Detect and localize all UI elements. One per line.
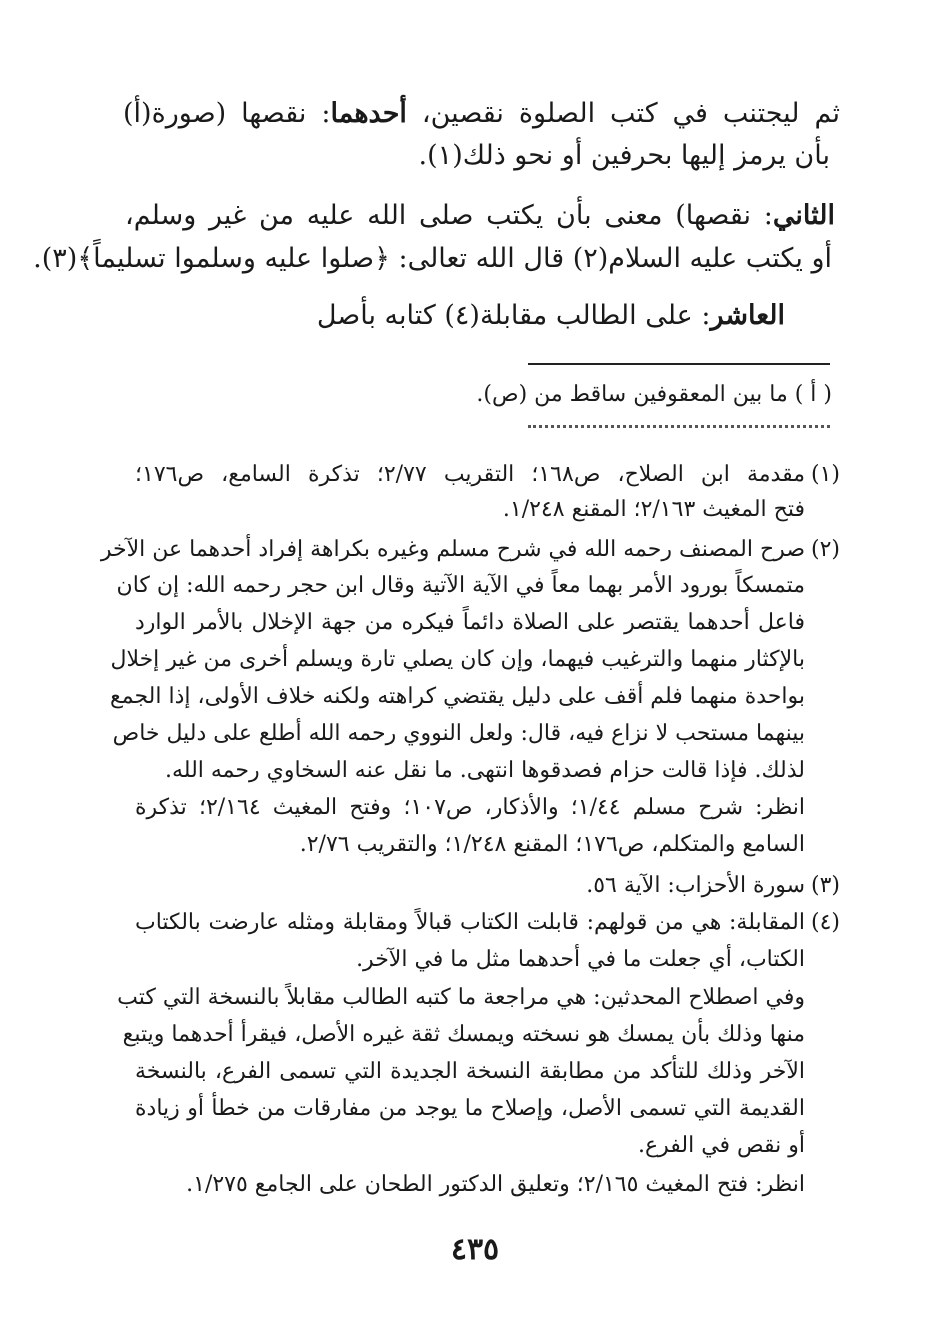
body-line: بأن يرمز إليها بحرفين أو نحو ذلك(١). bbox=[418, 140, 830, 171]
footnote-separator bbox=[528, 363, 830, 365]
footnote-line: فتح المغيث ٢/١٦٣؛ المقنع ١/٢٤٨. bbox=[502, 497, 805, 522]
footnote-line: منها وذلك بأن يمسك هو نسخته ويمسك ثقة غيره الأصل، فيقرأ أحدهما ويتبع bbox=[122, 1022, 805, 1047]
body-text: : نقصها (صورة(أ) bbox=[123, 98, 331, 129]
page-number: ٤٣٥ bbox=[450, 1232, 500, 1267]
footnote-line: المقابلة: هي من قولهم: قابلت الكتاب قبالاً ومقابلة ومثله عارضت بالكتاب bbox=[135, 910, 805, 935]
body-text: ثم ليجتنب في كتب الصلوة نقصين، bbox=[406, 98, 840, 129]
footnote-line: مقدمة ابن الصلاح، ص١٦٨؛ التقريب ٢/٧٧؛ تذكرة السامع، ص١٧٦؛ bbox=[135, 462, 806, 487]
footnote-line: وفي اصطلاح المحدثين: هي مراجعة ما كتبه الطالب مقابلاً بالنسخة التي كتب bbox=[117, 985, 805, 1010]
footnote-line: الآخر وذلك للتأكد من مطابقة النسخة الجديدة التي تسمى الفرع، بالنسخة bbox=[135, 1059, 805, 1084]
dotted-separator bbox=[528, 425, 830, 428]
footnote-number: (٣) bbox=[810, 873, 840, 898]
footnote-line: السامع والمتكلم، ص١٧٦؛ المقنع ١/٢٤٨؛ والتقريب ٢/٧٦. bbox=[299, 832, 805, 857]
body-line bbox=[125, 200, 835, 231]
footnote-line: متمسكاً بورود الأمر بهما معاً في الآية الآتية وقال ابن حجر رحمه الله: إن كان bbox=[116, 573, 805, 598]
body-bold-term: الثاني bbox=[772, 200, 835, 231]
body-text: : نقصها) معنى بأن يكتب صلى الله عليه من غير وسلم، bbox=[125, 200, 773, 231]
footnote-line: سورة الأحزاب: الآية ٥٦. bbox=[586, 873, 805, 898]
footnote-line: أو نقص في الفرع. bbox=[638, 1133, 805, 1158]
body-line: أو يكتب عليه السلام(٢) قال الله تعالى: ﴿صلوا عليه وسلموا تسليماً﴾(٣). bbox=[33, 243, 832, 274]
footnote-line: الكتاب، أي جعلت ما في أحدهما مثل ما في الآخر. bbox=[356, 947, 805, 972]
footnote-line: انظر: فتح المغيث ٢/١٦٥؛ وتعليق الدكتور الطحان على الجامع ١/٢٧٥. bbox=[186, 1172, 805, 1197]
body-text: : على الطالب مقابلة(٤) كتابه بأصل bbox=[316, 300, 711, 331]
body-bold-term: أحدهما bbox=[330, 98, 407, 129]
body-line bbox=[317, 300, 785, 331]
footnote-line: لذلك. فإذا قالت حزام فصدقوها انتهى. ما نقل عنه السخاوي رحمه الله. bbox=[165, 758, 805, 783]
footnote-line: بينهما مستحب لا نزاع فيه، قال: ولعل النووي رحمه الله أطلع على دليل خاص bbox=[112, 721, 805, 746]
footnote-number: (١) bbox=[810, 462, 840, 487]
footnote-line: بواحدة منهما فلم أقف على دليل يقتضي كراهته ولكنه خلاف الأولى، إذا الجمع bbox=[110, 684, 805, 709]
footnote-line: صرح المصنف رحمه الله في شرح مسلم وغيره بكراهة إفراد أحدهما عن الآخر bbox=[100, 537, 805, 562]
footnote-line: فاعل أحدهما يقتصر على الصلاة دائماً فيكره من جهة الإخلال بالأمر الوارد bbox=[135, 610, 805, 635]
body-line bbox=[123, 98, 840, 129]
footnote-line: بالإكثار منهما والترغيب فيهما، وإن كان يصلي تارة ويسلم أخرى من غير إخلال bbox=[110, 647, 805, 672]
variant-note: ( أ ) ما بين المعقوفين ساقط من (ص). bbox=[476, 382, 832, 407]
body-bold-term: العاشر bbox=[710, 300, 785, 331]
footnote-line: القديمة التي تسمى الأصل، وإصلاح ما يوجد من مفارقات من خطأ أو زيادة bbox=[135, 1096, 805, 1121]
footnote-number: (٤) bbox=[810, 910, 840, 935]
footnote-line: انظر: شرح مسلم ١/٤٤؛ والأذكار، ص١٠٧؛ وفتح المغيث ٢/١٦٤؛ تذكرة bbox=[135, 795, 806, 820]
footnote-number: (٢) bbox=[810, 537, 840, 562]
